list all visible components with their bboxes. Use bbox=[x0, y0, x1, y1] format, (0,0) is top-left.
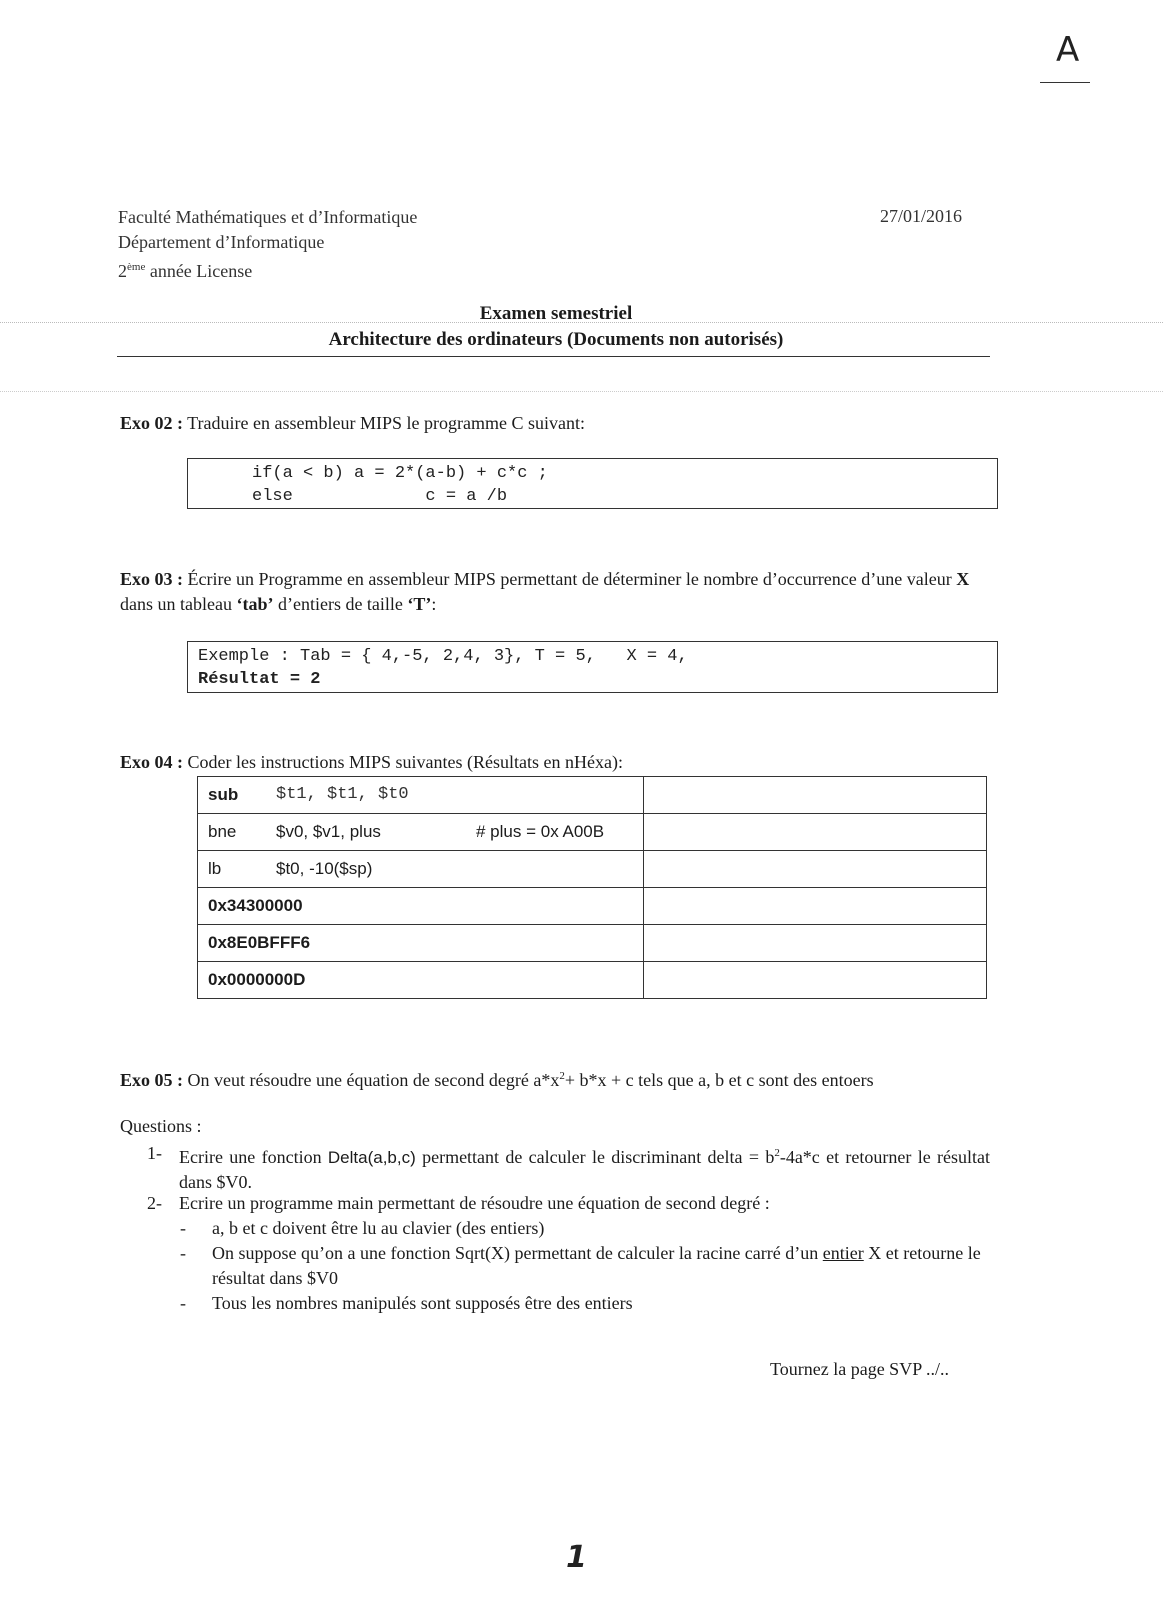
questions-label: Questions : bbox=[120, 1116, 202, 1136]
instruction-cell bbox=[198, 925, 644, 962]
exo03-text-b: dans un tableau bbox=[120, 594, 237, 614]
instruction-args: $t1, $t1, $t0 bbox=[276, 785, 409, 804]
question-2-number: 2- bbox=[147, 1193, 162, 1213]
year-superscript: ème bbox=[127, 261, 146, 273]
year-number: 2 bbox=[118, 261, 127, 281]
exo03-label: Exo 03 : bbox=[120, 569, 183, 589]
exam-subtitle: Architecture des ordinateurs (Documents non autorisés) bbox=[328, 329, 784, 350]
b2-text-a: On suppose qu’on a une fonction Sqrt(X) permettant de calculer la racine carré d’un bbox=[212, 1243, 823, 1263]
table-row bbox=[198, 962, 987, 999]
bullet-2 bbox=[212, 1241, 990, 1291]
table-row bbox=[198, 888, 987, 925]
exo03-statement bbox=[120, 567, 990, 617]
bullet-dash: - bbox=[180, 1218, 186, 1238]
exo02-text: Traduire en assembleur MIPS le programme C suivant: bbox=[183, 413, 585, 433]
instruction-cell bbox=[198, 851, 644, 888]
exo03-text-c: d’entiers de taille bbox=[273, 594, 408, 614]
exo02-code-box bbox=[187, 458, 998, 509]
title-underline bbox=[117, 356, 990, 357]
exo03-tab: ‘tab’ bbox=[236, 594, 274, 614]
instruction-op: sub bbox=[208, 785, 239, 804]
instruction-hex: 0x34300000 bbox=[208, 896, 303, 915]
exo03-text-a: Écrire un Programme en assembleur MIPS permettant de déterminer le nombre d’occurrence d’une valeur bbox=[183, 569, 957, 589]
q1-text-b: permettant de calculer le discriminant delta = b bbox=[415, 1147, 775, 1167]
exo05-text-b: + b*x + c tels que a, b et c sont des entoers bbox=[564, 1070, 874, 1090]
page-number: 1 bbox=[566, 1540, 587, 1575]
bullet-dash: - bbox=[180, 1243, 186, 1263]
department-line: Département d’Informatique bbox=[118, 232, 325, 252]
question-1 bbox=[179, 1141, 990, 1195]
b2-underlined: entier bbox=[822, 1243, 864, 1263]
q1-function-name: Delta(a,b,c) bbox=[327, 1148, 416, 1167]
table-row bbox=[198, 925, 987, 962]
year-line bbox=[118, 255, 252, 284]
instruction-hex: 0x8E0BFFF6 bbox=[208, 933, 311, 952]
q1-text-c: -4a*c et retourner le résultat dans $V0. bbox=[179, 1147, 990, 1192]
faculty-line: Faculté Mathématiques et d’Informatique bbox=[118, 207, 418, 227]
instruction-args: $t0, -10($sp) bbox=[276, 859, 373, 878]
question-2: Ecrire un programme main permettant de résoudre une équation de second degré : bbox=[179, 1193, 770, 1213]
instruction-cell bbox=[198, 962, 644, 999]
exo02-code-line2: else c = a /b bbox=[252, 487, 508, 506]
corner-mark-a: A bbox=[1056, 30, 1080, 70]
instruction-op: bne bbox=[208, 822, 237, 841]
b2-text-b: X et retourne le résultat dans $V0 bbox=[212, 1243, 981, 1288]
exo02-code-line1: if(a < b) a = 2*(a-b) + c*c ; bbox=[252, 464, 548, 483]
year-text: année License bbox=[145, 261, 253, 281]
exo04-text: Coder les instructions MIPS suivantes (Résultats en nHéxa): bbox=[183, 752, 623, 772]
exo03-text-d: : bbox=[431, 594, 437, 614]
instruction-cell bbox=[198, 777, 644, 814]
answer-cell bbox=[644, 814, 987, 851]
exam-date: 27/01/2016 bbox=[880, 206, 963, 226]
instruction-table bbox=[197, 776, 987, 999]
answer-cell bbox=[644, 888, 987, 925]
answer-cell bbox=[644, 962, 987, 999]
exo03-result-line: Résultat = 2 bbox=[198, 670, 321, 689]
answer-cell bbox=[644, 777, 987, 814]
answer-cell bbox=[644, 925, 987, 962]
bullet-dash: - bbox=[180, 1293, 186, 1313]
exo02-label: Exo 02 : bbox=[120, 413, 183, 433]
title-dotted-rule bbox=[0, 322, 1163, 323]
instruction-op: lb bbox=[208, 859, 222, 878]
exo03-example-line: Exemple : Tab = { 4,-5, 2,4, 3}, T = 5, X = 4, bbox=[198, 647, 688, 666]
instruction-comment: # plus = 0x A00B bbox=[476, 822, 605, 841]
corner-mark-underline bbox=[1040, 82, 1090, 83]
turn-page-note: Tournez la page SVP ../.. bbox=[770, 1359, 950, 1379]
question-1-number: 1- bbox=[147, 1143, 162, 1163]
bullet-3: Tous les nombres manipulés sont supposés être des entiers bbox=[212, 1293, 633, 1313]
exo05-statement bbox=[120, 1064, 990, 1093]
table-row bbox=[198, 851, 987, 888]
instruction-cell bbox=[198, 814, 644, 851]
instruction-cell bbox=[198, 888, 644, 925]
instruction-args: $v0, $v1, plus bbox=[276, 822, 381, 841]
answer-cell bbox=[644, 851, 987, 888]
exo05-text-a: On veut résoudre une équation de second degré a*x bbox=[183, 1070, 560, 1090]
section-dotted-rule bbox=[0, 391, 1163, 392]
q1-sup: 2 bbox=[774, 1147, 780, 1159]
q1-text-a: Ecrire une fonction bbox=[179, 1147, 328, 1167]
bullet-1: a, b et c doivent être lu au clavier (des entiers) bbox=[212, 1218, 545, 1238]
exo05-sup: 2 bbox=[559, 1070, 565, 1082]
exo04-label: Exo 04 : bbox=[120, 752, 183, 772]
exo05-label: Exo 05 : bbox=[120, 1070, 183, 1090]
exam-title: Examen semestriel bbox=[479, 303, 633, 324]
exo03-x: X bbox=[956, 569, 970, 589]
exo02-statement bbox=[120, 411, 585, 436]
exo04-statement bbox=[120, 750, 623, 775]
exo03-t: ‘T’ bbox=[407, 594, 432, 614]
instruction-hex: 0x0000000D bbox=[208, 970, 306, 989]
table-row bbox=[198, 814, 987, 851]
table-row bbox=[198, 777, 987, 814]
exo03-example-box bbox=[187, 641, 998, 693]
